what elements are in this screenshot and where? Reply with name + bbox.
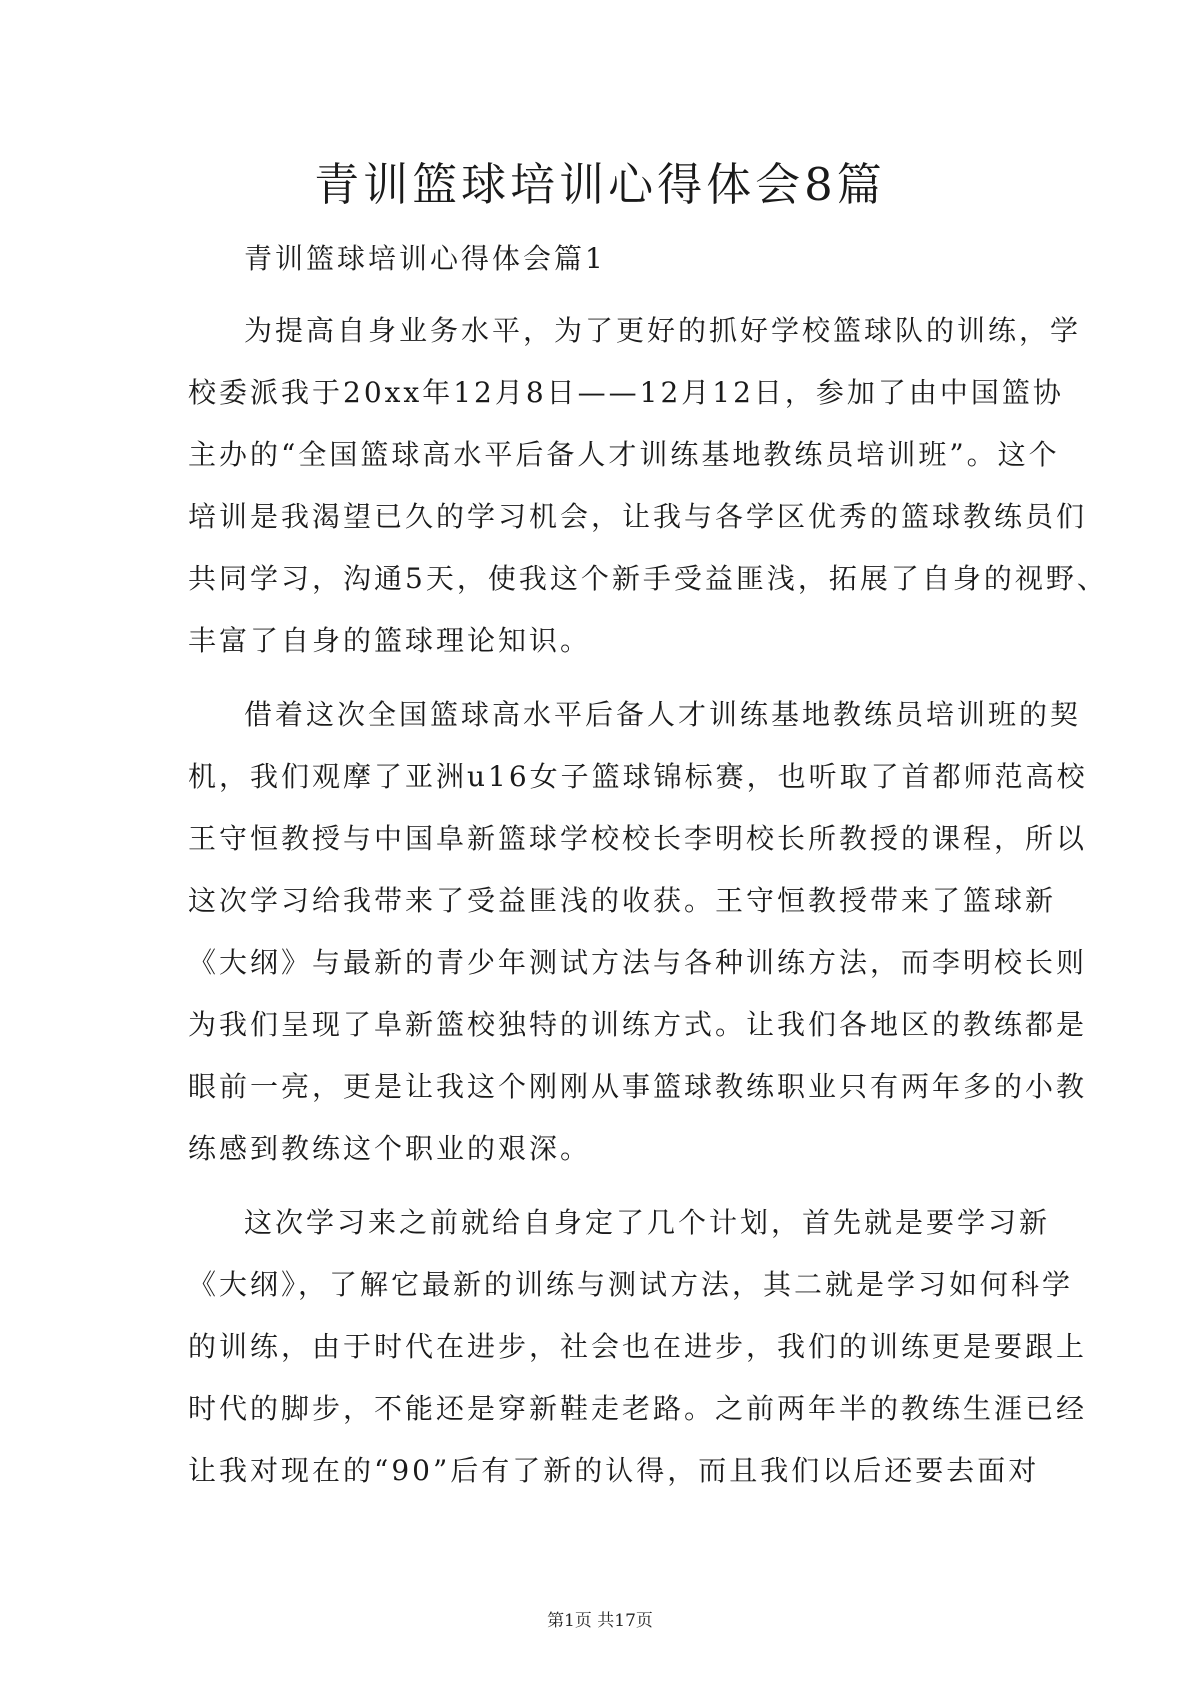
paragraph-line: 校委派我于20xx年12月8日——12月12日，参加了由中国篮协: [188, 376, 1064, 409]
paragraph-line: 共同学习，沟通5天，使我这个新手受益匪浅，拓展了自身的视野、: [188, 562, 1108, 595]
paragraph-line: 练感到教练这个职业的艰深。: [188, 1132, 592, 1165]
paragraph-line: 这次学习给我带来了受益匪浅的收获。王守恒教授带来了篮球新: [188, 884, 1057, 917]
document-title: 青训篮球培训心得体会8篇: [314, 158, 886, 211]
paragraph-line: 借着这次全国篮球高水平后备人才训练基地教练员培训班的契: [244, 698, 1082, 731]
paragraph-line: 的训练，由于时代在进步，社会也在进步，我们的训练更是要跟上: [188, 1330, 1088, 1363]
paragraph-line: 王守恒教授与中国阜新篮球学校校长李明校长所教授的课程，所以: [188, 822, 1088, 855]
paragraph-line: 主办的“全国篮球高水平后备人才训练基地教练员培训班”。这个: [188, 438, 1060, 471]
paragraph-line: 为我们呈现了阜新篮校独特的训练方式。让我们各地区的教练都是: [188, 1008, 1088, 1041]
paragraph-line: 让我对现在的“90”后有了新的认得，而且我们以后还要去面对: [188, 1454, 1040, 1487]
paragraph-line: 机，我们观摩了亚洲u16女子篮球锦标赛，也听取了首都师范高校: [188, 760, 1088, 793]
paragraph-line: 丰富了自身的篮球理论知识。: [188, 624, 592, 657]
section-heading: 青训篮球培训心得体会篇1: [244, 242, 606, 275]
paragraph-line: 《大纲》与最新的青少年测试方法与各种训练方法，而李明校长则: [188, 946, 1088, 979]
paragraph-line: 这次学习来之前就给自身定了几个计划，首先就是要学习新: [244, 1206, 1051, 1239]
page-number-footer: 第1页 共17页: [547, 1611, 653, 1631]
paragraph-line: 眼前一亮，更是让我这个刚刚从事篮球教练职业只有两年多的小教: [188, 1070, 1088, 1103]
paragraph-line: 为提高自身业务水平，为了更好的抓好学校篮球队的训练，学: [244, 314, 1082, 347]
paragraph-line: 时代的脚步，不能还是穿新鞋走老路。之前两年半的教练生涯已经: [188, 1392, 1088, 1425]
paragraph-line: 培训是我渴望已久的学习机会，让我与各学区优秀的篮球教练员们: [188, 500, 1088, 533]
paragraph-line: 《大纲》，了解它最新的训练与测试方法，其二就是学习如何科学: [188, 1268, 1074, 1301]
